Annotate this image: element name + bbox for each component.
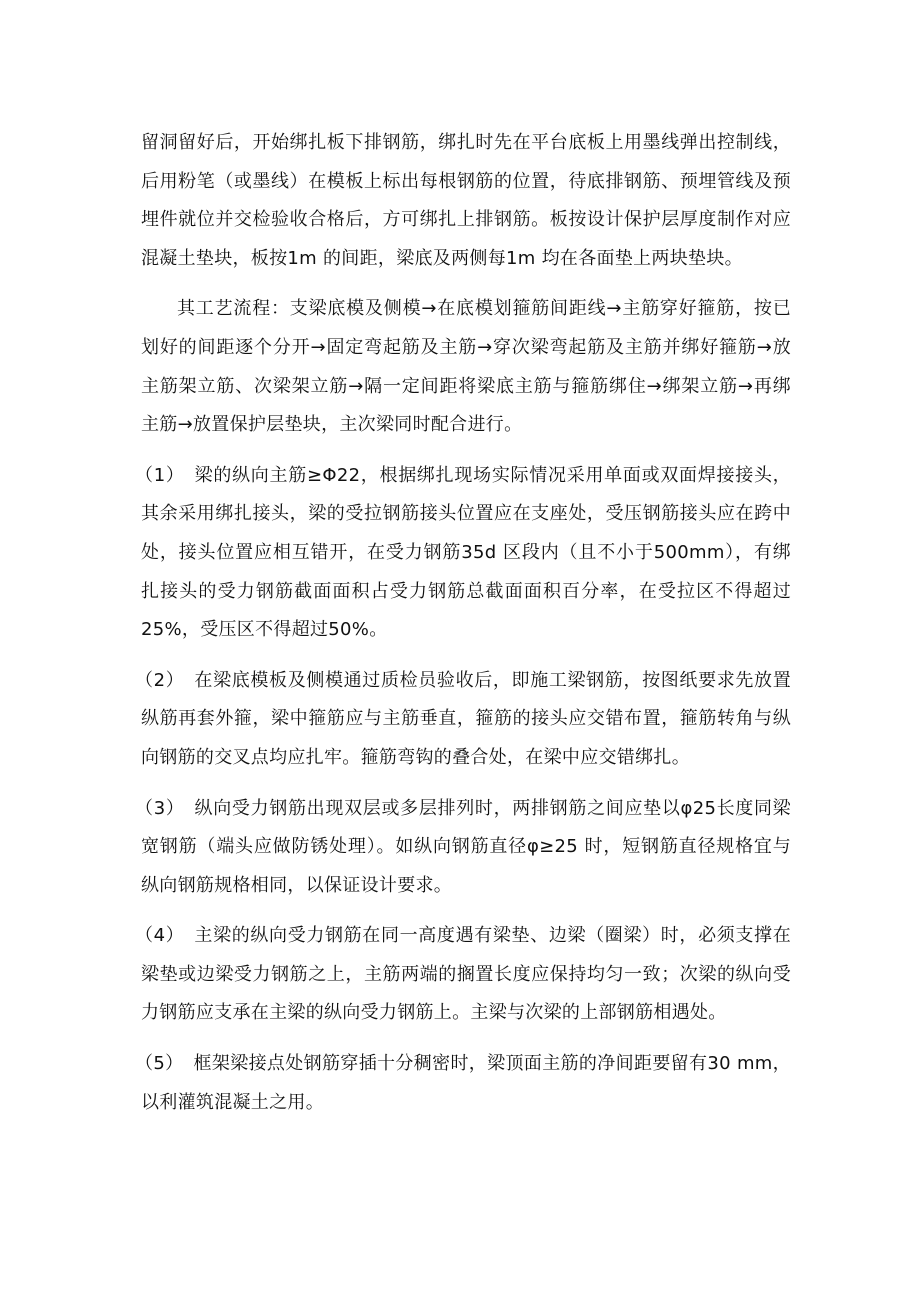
list-item-1 (135, 457, 791, 650)
document-body (135, 124, 791, 1122)
list-item-number: （1） (135, 464, 185, 486)
list-item-3 (135, 790, 791, 906)
list-item-number: （4） (135, 925, 185, 947)
list-item-text: 在梁底模板及侧模通过质检员验收后，即施工梁钢筋，按图纸要求先放置纵筋再套外箍，梁中箍筋应与主筋垂直，箍筋的接头应交错布置，箍筋转角与纵向钢筋的交叉点均应扎牢。箍筋弯钩的叠合处，在梁中应交错绑扎。 (141, 669, 791, 768)
paragraph-rebar-slab: 留洞留好后，开始绑扎板下排钢筋，绑扎时先在平台底板上用墨线弹出控制线，后用粉笔（或墨线）在模板上标出每根钢筋的位置，待底排钢筋、预埋管线及预埋件就位并交检验收合格后，方可绑扎上排钢筋。板按设计保护层厚度制作对应混凝土垫块，板按1m 的间距，梁底及两侧每1m 均在各面垫上两块垫块。 (141, 132, 791, 269)
list-item-text: 纵向受力钢筋出现双层或多层排列时，两排钢筋之间应垫以φ25长度同梁宽钢筋（端头应做防锈处理）。如纵向钢筋直径φ≥25 时，短钢筋直径规格宜与纵向钢筋规格相同，以保证设计要求。 (141, 797, 791, 896)
list-item-2 (135, 662, 791, 778)
list-item-4 (135, 917, 791, 1033)
paragraph-process-flow: 其工艺流程：支梁底模及侧模→在底模划箍筋间距线→主筋穿好箍筋，按已划好的间距逐个分开→固定弯起筋及主筋→穿次梁弯起筋及主筋并绑好箍筋→放主筋架立筋、次梁架立筋→隔一定间距将梁底主筋与箍筋绑住→绑架立筋→再绑主筋→放置保护层垫块，主次梁同时配合进行。 (141, 298, 791, 436)
list-item-number: （3） (135, 797, 185, 819)
list-item-text: 框架梁接点处钢筋穿插十分稠密时，梁顶面主筋的净间距要留有30 mm，以利灌筑混凝土之用。 (141, 1053, 791, 1113)
list-item-text: 梁的纵向主筋≥Φ22，根据绑扎现场实际情况采用单面或双面焊接接头，其余采用绑扎接头，梁的受拉钢筋接头位置应在支座处，受压钢筋接头应在跨中处，接头位置应相互错开，在受力钢筋35d 区段内（且不小于500mm），有绑扎接头的受力钢筋截面面积占受力钢筋总截面面积百分率，在受拉区不得超过25%，受压区不得超过50%。 (141, 464, 791, 641)
list-item-text: 主梁的纵向受力钢筋在同一高度遇有梁垫、边梁（圈梁）时，必须支撑在梁垫或边梁受力钢筋之上，主筋两端的搁置长度应保持均匀一致；次梁的纵向受力钢筋应支承在主梁的纵向受力钢筋上。主梁与次梁的上部钢筋相遇处。 (141, 925, 791, 1024)
list-item-number: （5） (135, 1053, 184, 1075)
list-item-number: （2） (135, 669, 185, 691)
list-item-5 (135, 1045, 791, 1122)
